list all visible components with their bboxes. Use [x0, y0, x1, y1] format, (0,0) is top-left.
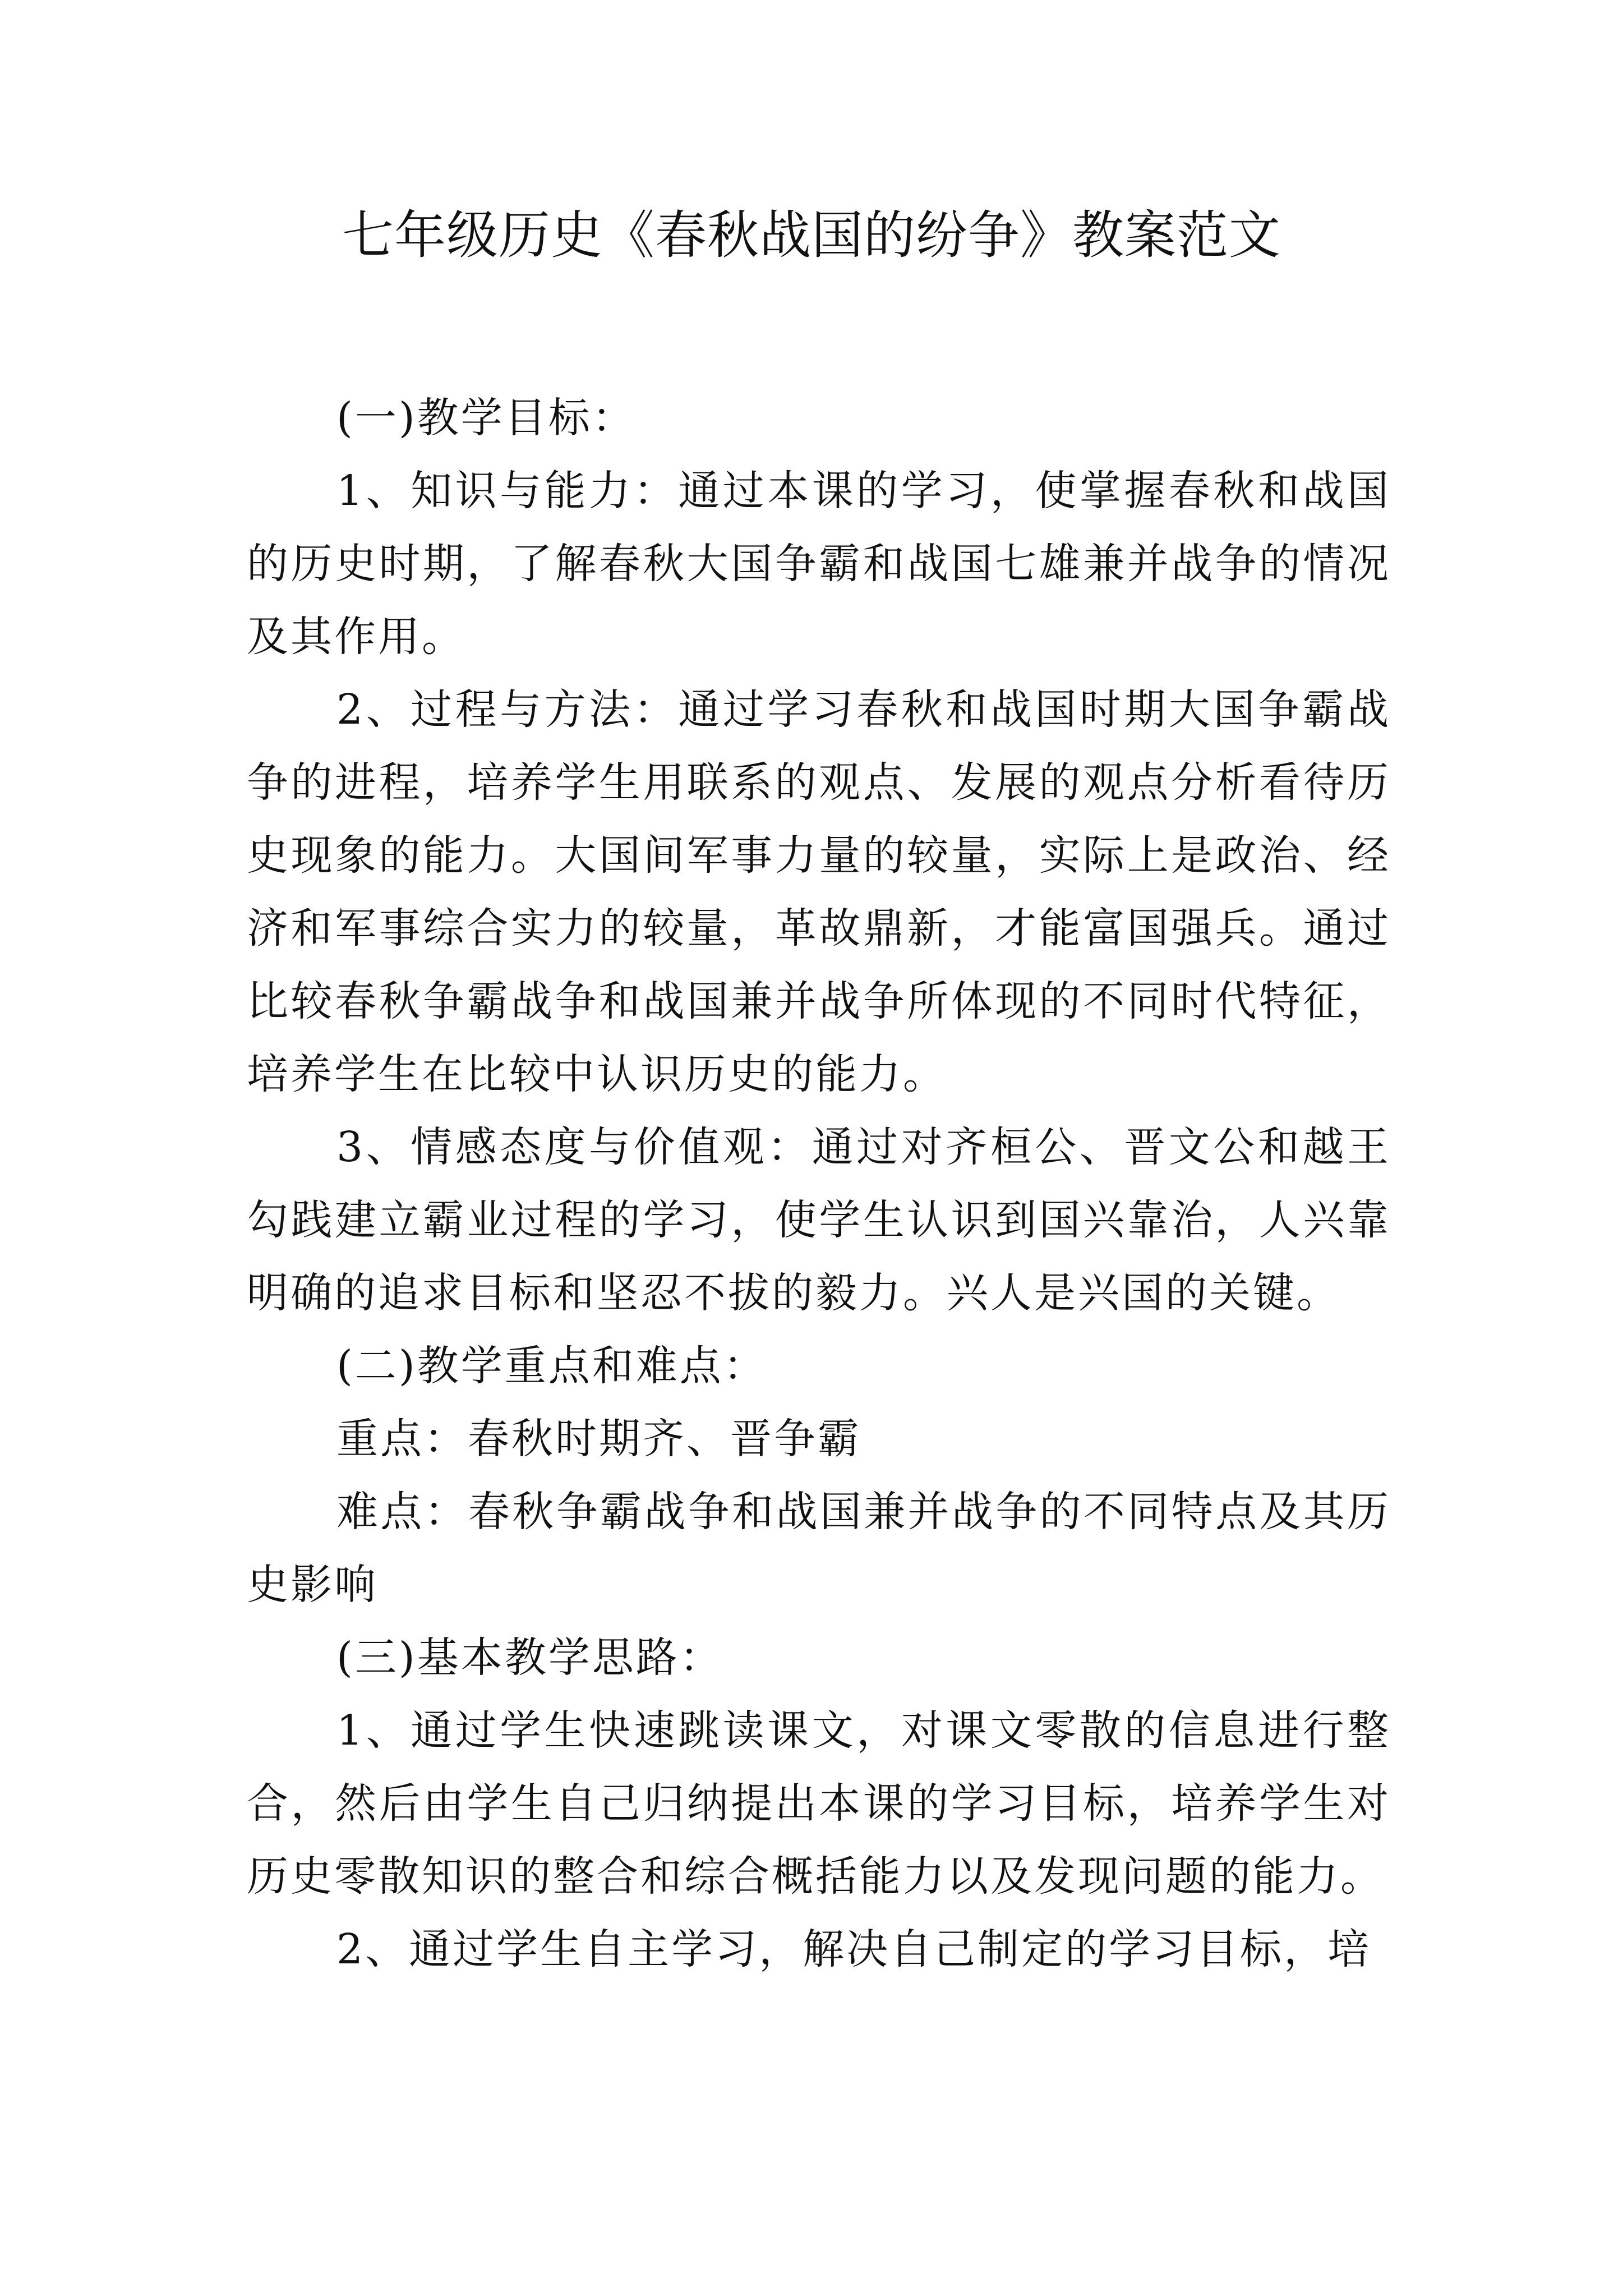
section-heading-teaching-approach: (三)基本教学思路： [336, 1634, 723, 1682]
paragraph-approach-2: 2、通过学生自主学习，解决自己制定的学习目标，培 [336, 1925, 1372, 1973]
paragraph-key-point: 重点：春秋时期齐、晋争霸 [336, 1415, 861, 1463]
document-body [247, 381, 1391, 1986]
paragraph-difficulty: 难点：春秋争霸战争和战国兼并战争的不同特点及其历史影响 [247, 1488, 1391, 1609]
paragraph-knowledge-ability: 1、知识与能力：通过本课的学习，使掌握春秋和战国的历史时期，了解春秋大国争霸和战国七雄兼并战争的情况及其作用。 [247, 467, 1391, 661]
section-heading-objectives: (一)教学目标： [336, 394, 636, 442]
document-title: 七年级历史《春秋战国的纷争》教案范文 [342, 205, 1281, 265]
section-heading-key-points: (二)教学重点和难点： [336, 1342, 767, 1390]
paragraph-approach-1: 1、通过学生快速跳读课文，对课文零散的信息进行整合，然后由学生自己归纳提出本课的学习目标，培养学生对历史零散知识的整合和综合概括能力以及发现问题的能力。 [247, 1706, 1391, 1901]
paragraph-emotion-values: 3、情感态度与价值观：通过对齐桓公、晋文公和越王勾践建立霸业过程的学习，使学生认识到国兴靠治，人兴靠明确的追求目标和坚忍不拔的毅力。兴人是兴国的关键。 [247, 1123, 1391, 1317]
paragraph-process-method: 2、过程与方法：通过学习春秋和战国时期大国争霸战争的进程，培养学生用联系的观点、发展的观点分析看待历史现象的能力。大国间军事力量的较量，实际上是政治、经济和军事综合实力的较量，革故鼎新，才能富国强兵。通过比较春秋争霸战争和战国兼并战争所体现的不同时代特征，培养学生在比较中认识历史的能力。 [247, 685, 1391, 1098]
